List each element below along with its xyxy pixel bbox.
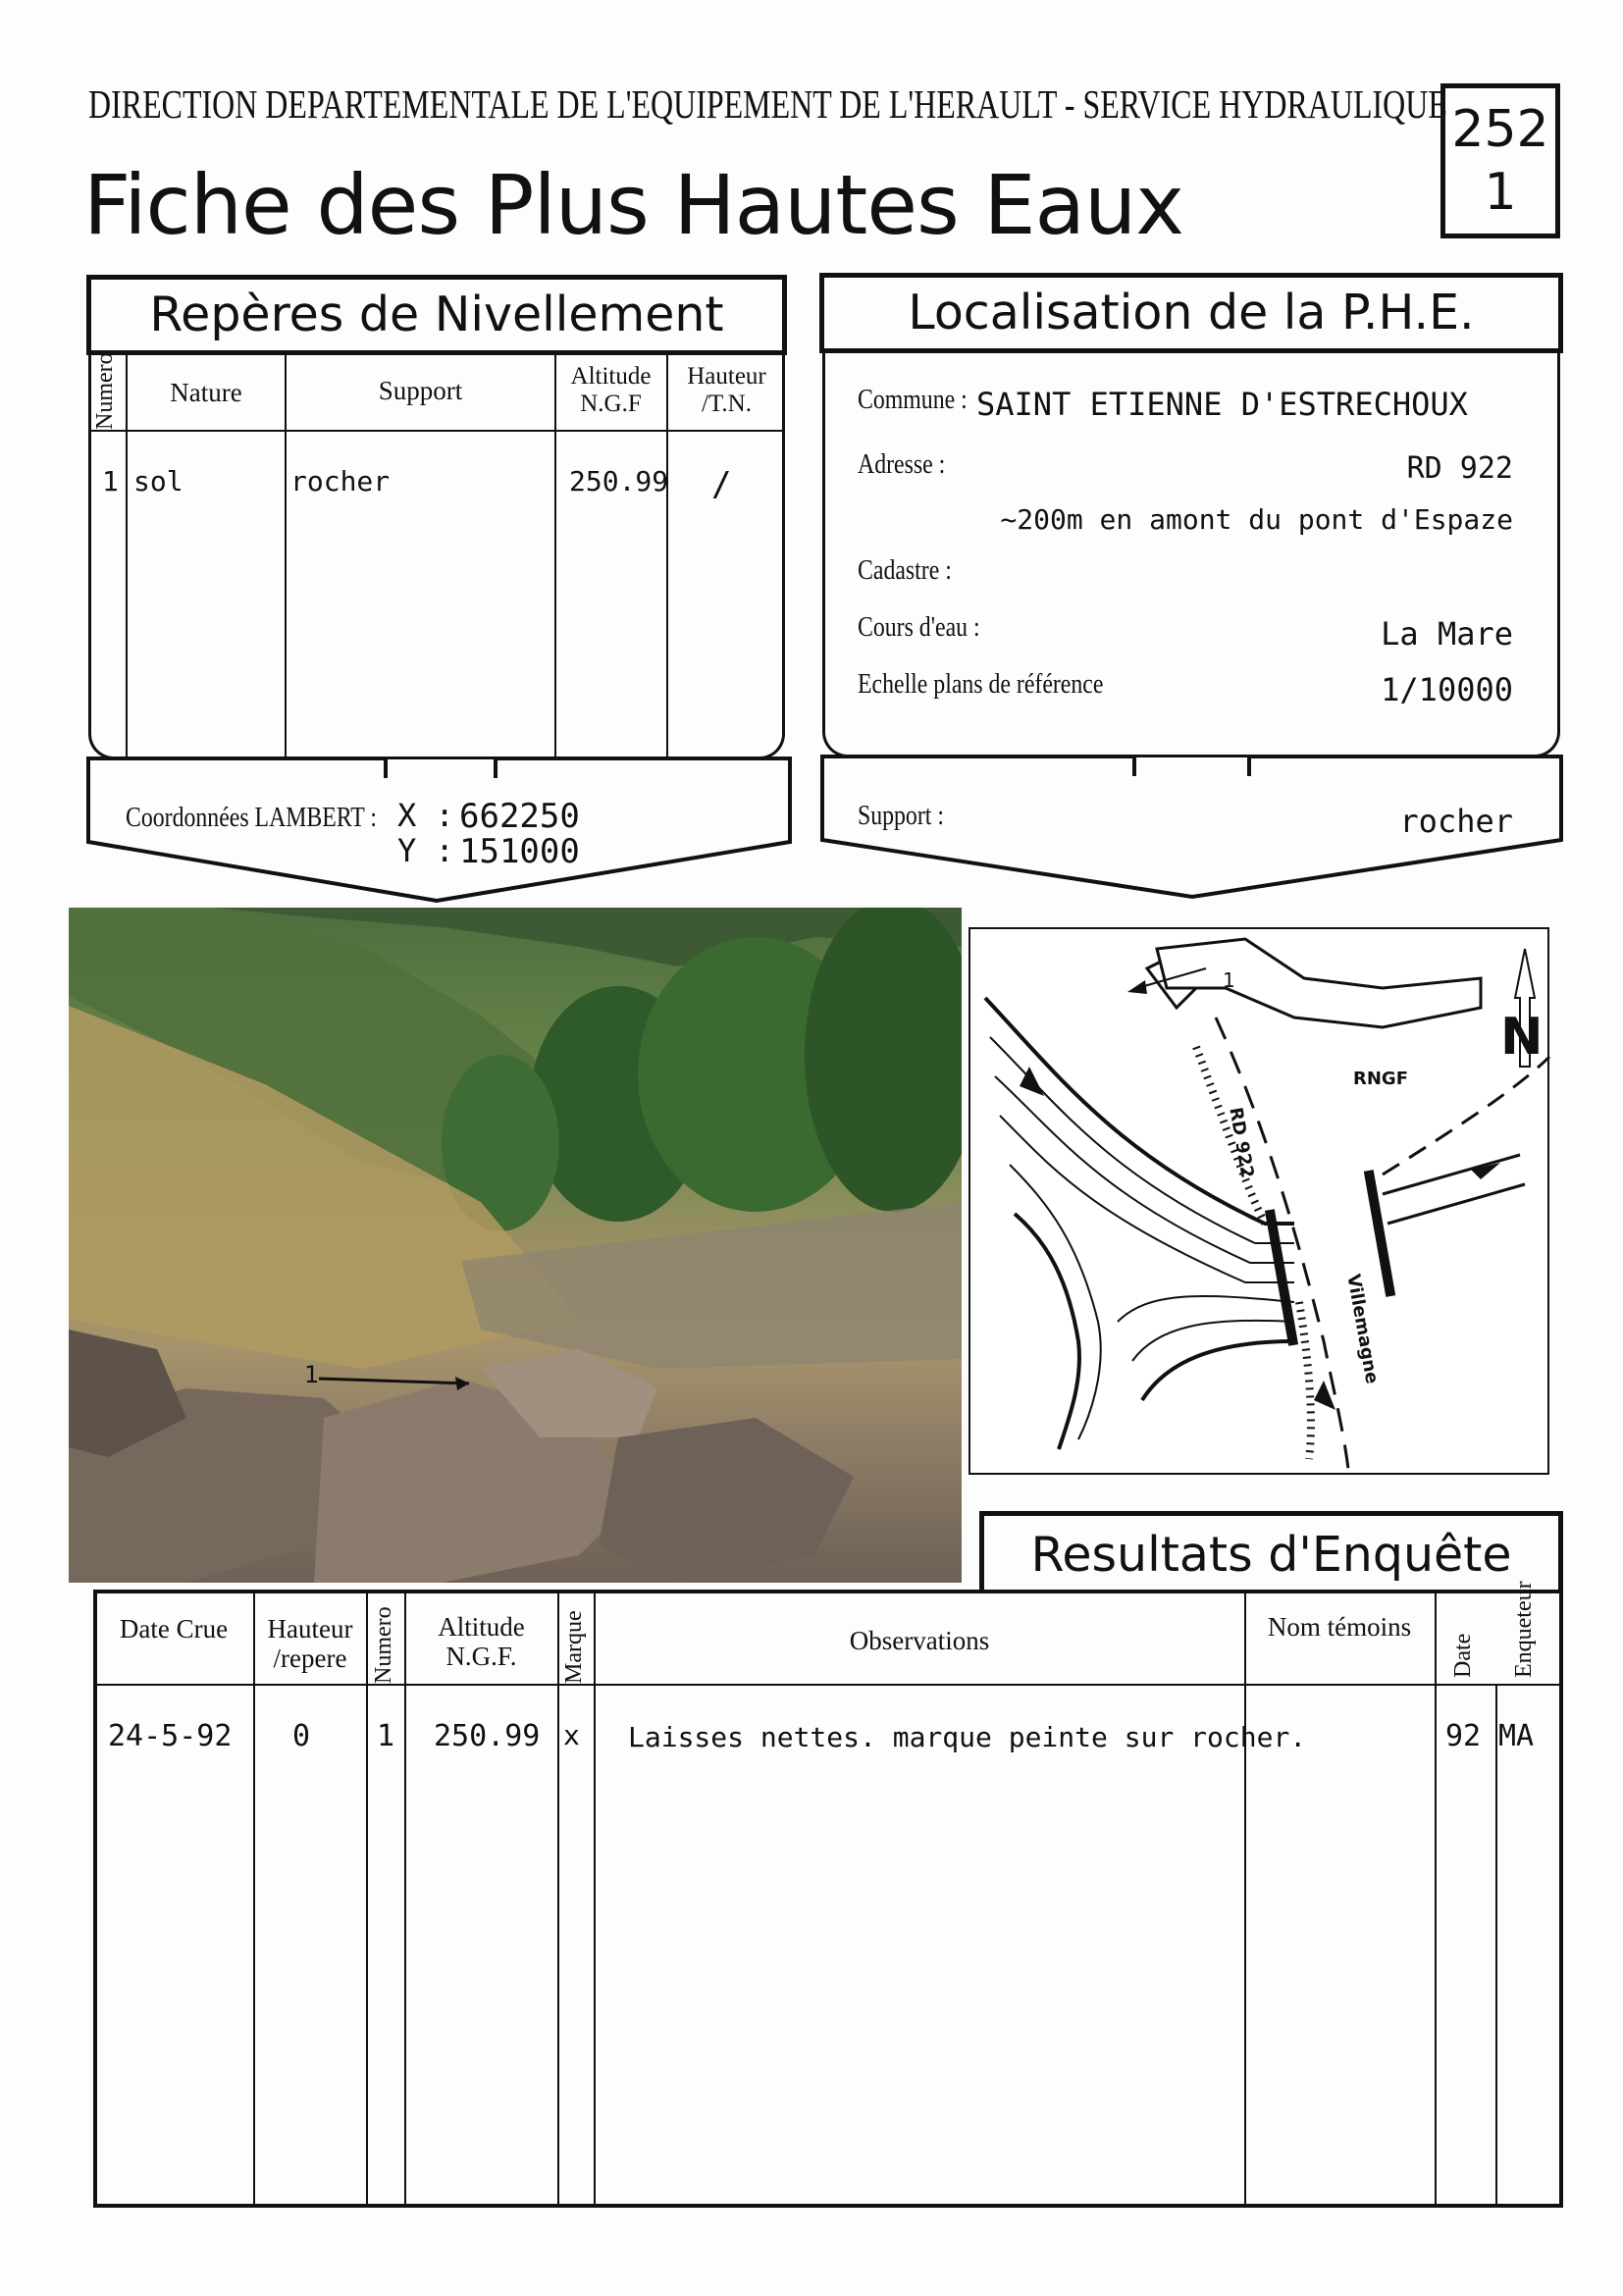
enquete-row-date: 92 — [1445, 1719, 1482, 1753]
col-nature: Nature — [170, 378, 242, 407]
page-title: Fiche des Plus Hautes Eaux — [83, 157, 1183, 253]
y-value: 151000 — [459, 832, 580, 871]
fiche-number: 252 — [1451, 100, 1549, 159]
fiche-number-box — [1440, 83, 1560, 238]
support-value: rocher — [1399, 803, 1513, 840]
localisation-title: Localisation de la P.H.E. — [819, 273, 1563, 353]
x-value: 662250 — [459, 797, 580, 836]
north-icon: N — [1500, 1008, 1544, 1067]
echelle-value: 1/10000 — [1381, 671, 1513, 708]
commune-value: SAINT ETIENNE D'ESTRECHOUX — [976, 386, 1468, 423]
enquete-row-altitude: 250.99 — [434, 1719, 541, 1753]
reperes-row-numero: 1 — [102, 465, 119, 497]
fiche-sub-number: 1 — [1484, 163, 1517, 222]
lambert-label: Coordonnées LAMBERT : — [126, 803, 377, 833]
reperes-row-nature: sol — [133, 465, 183, 497]
reperes-title: Repères de Nivellement — [86, 275, 787, 355]
col-altitude: Altitude N.G.F — [570, 363, 652, 417]
map-rngf: RNGF — [1353, 1069, 1408, 1089]
col-numero-enquete: Numero — [371, 1606, 396, 1684]
map-road-label: RD 922 — [1225, 1106, 1258, 1180]
adresse-line-1: RD 922 — [1406, 451, 1513, 486]
col-hauteur-repere: Hauteur /repere — [267, 1614, 353, 1673]
cours-label: Cours d'eau : — [858, 612, 980, 643]
enquete-table — [93, 1590, 1563, 2208]
enquete-row-numero: 1 — [377, 1719, 395, 1753]
map-marker: 1 — [1223, 968, 1235, 992]
col-altitude-ngf: Altitude N.G.F. — [438, 1612, 525, 1671]
echelle-label: Echelle plans de référence — [858, 669, 1104, 700]
enquete-row-date-crue: 24-5-92 — [108, 1719, 233, 1753]
enquete-row-marque: x — [563, 1719, 580, 1751]
col-support: Support — [378, 376, 463, 405]
enquete-title: Resultats d'Enquête — [979, 1511, 1563, 1590]
col-date-crue: Date Crue — [119, 1614, 229, 1644]
cadastre-label: Cadastre : — [858, 555, 952, 586]
col-marque: Marque — [561, 1610, 587, 1684]
col-date: Date — [1450, 1633, 1476, 1678]
reperes-row-support: rocher — [290, 465, 391, 497]
enquete-row-enqueteur: MA — [1498, 1719, 1535, 1753]
support-label: Support : — [858, 801, 944, 831]
commune-label: Commune : — [858, 385, 968, 415]
col-nom-temoins: Nom témoins — [1267, 1612, 1412, 1642]
adresse-line-2: ~200m en amont du pont d'Espaze — [1000, 503, 1513, 536]
col-observations: Observations — [849, 1626, 990, 1655]
cours-value: La Mare — [1381, 615, 1513, 652]
agency-line: DIRECTION DEPARTEMENTALE DE L'EQUIPEMENT DE L'HERAULT - SERVICE HYDRAULIQUE — [88, 81, 1447, 127]
photo-marker: 1 — [304, 1361, 320, 1388]
adresse-label: Adresse : — [858, 449, 946, 480]
col-numero: Numero — [92, 352, 118, 430]
enquete-row-observations: Laisses nettes. marque peinte sur rocher. — [628, 1721, 1307, 1753]
location-map — [969, 927, 1549, 1475]
col-hauteur: Hauteur /T.N. — [687, 363, 766, 417]
enquete-row-hauteur: 0 — [292, 1719, 311, 1753]
col-enqueteur: Enqueteur — [1511, 1581, 1537, 1678]
map-villemagne: Villemagne — [1342, 1273, 1383, 1386]
site-photo — [69, 908, 962, 1583]
x-label: X : — [397, 797, 454, 834]
reperes-row-altitude: 250.99 — [569, 465, 669, 497]
reperes-row-hauteur: / — [711, 465, 732, 504]
y-label: Y : — [397, 832, 454, 869]
